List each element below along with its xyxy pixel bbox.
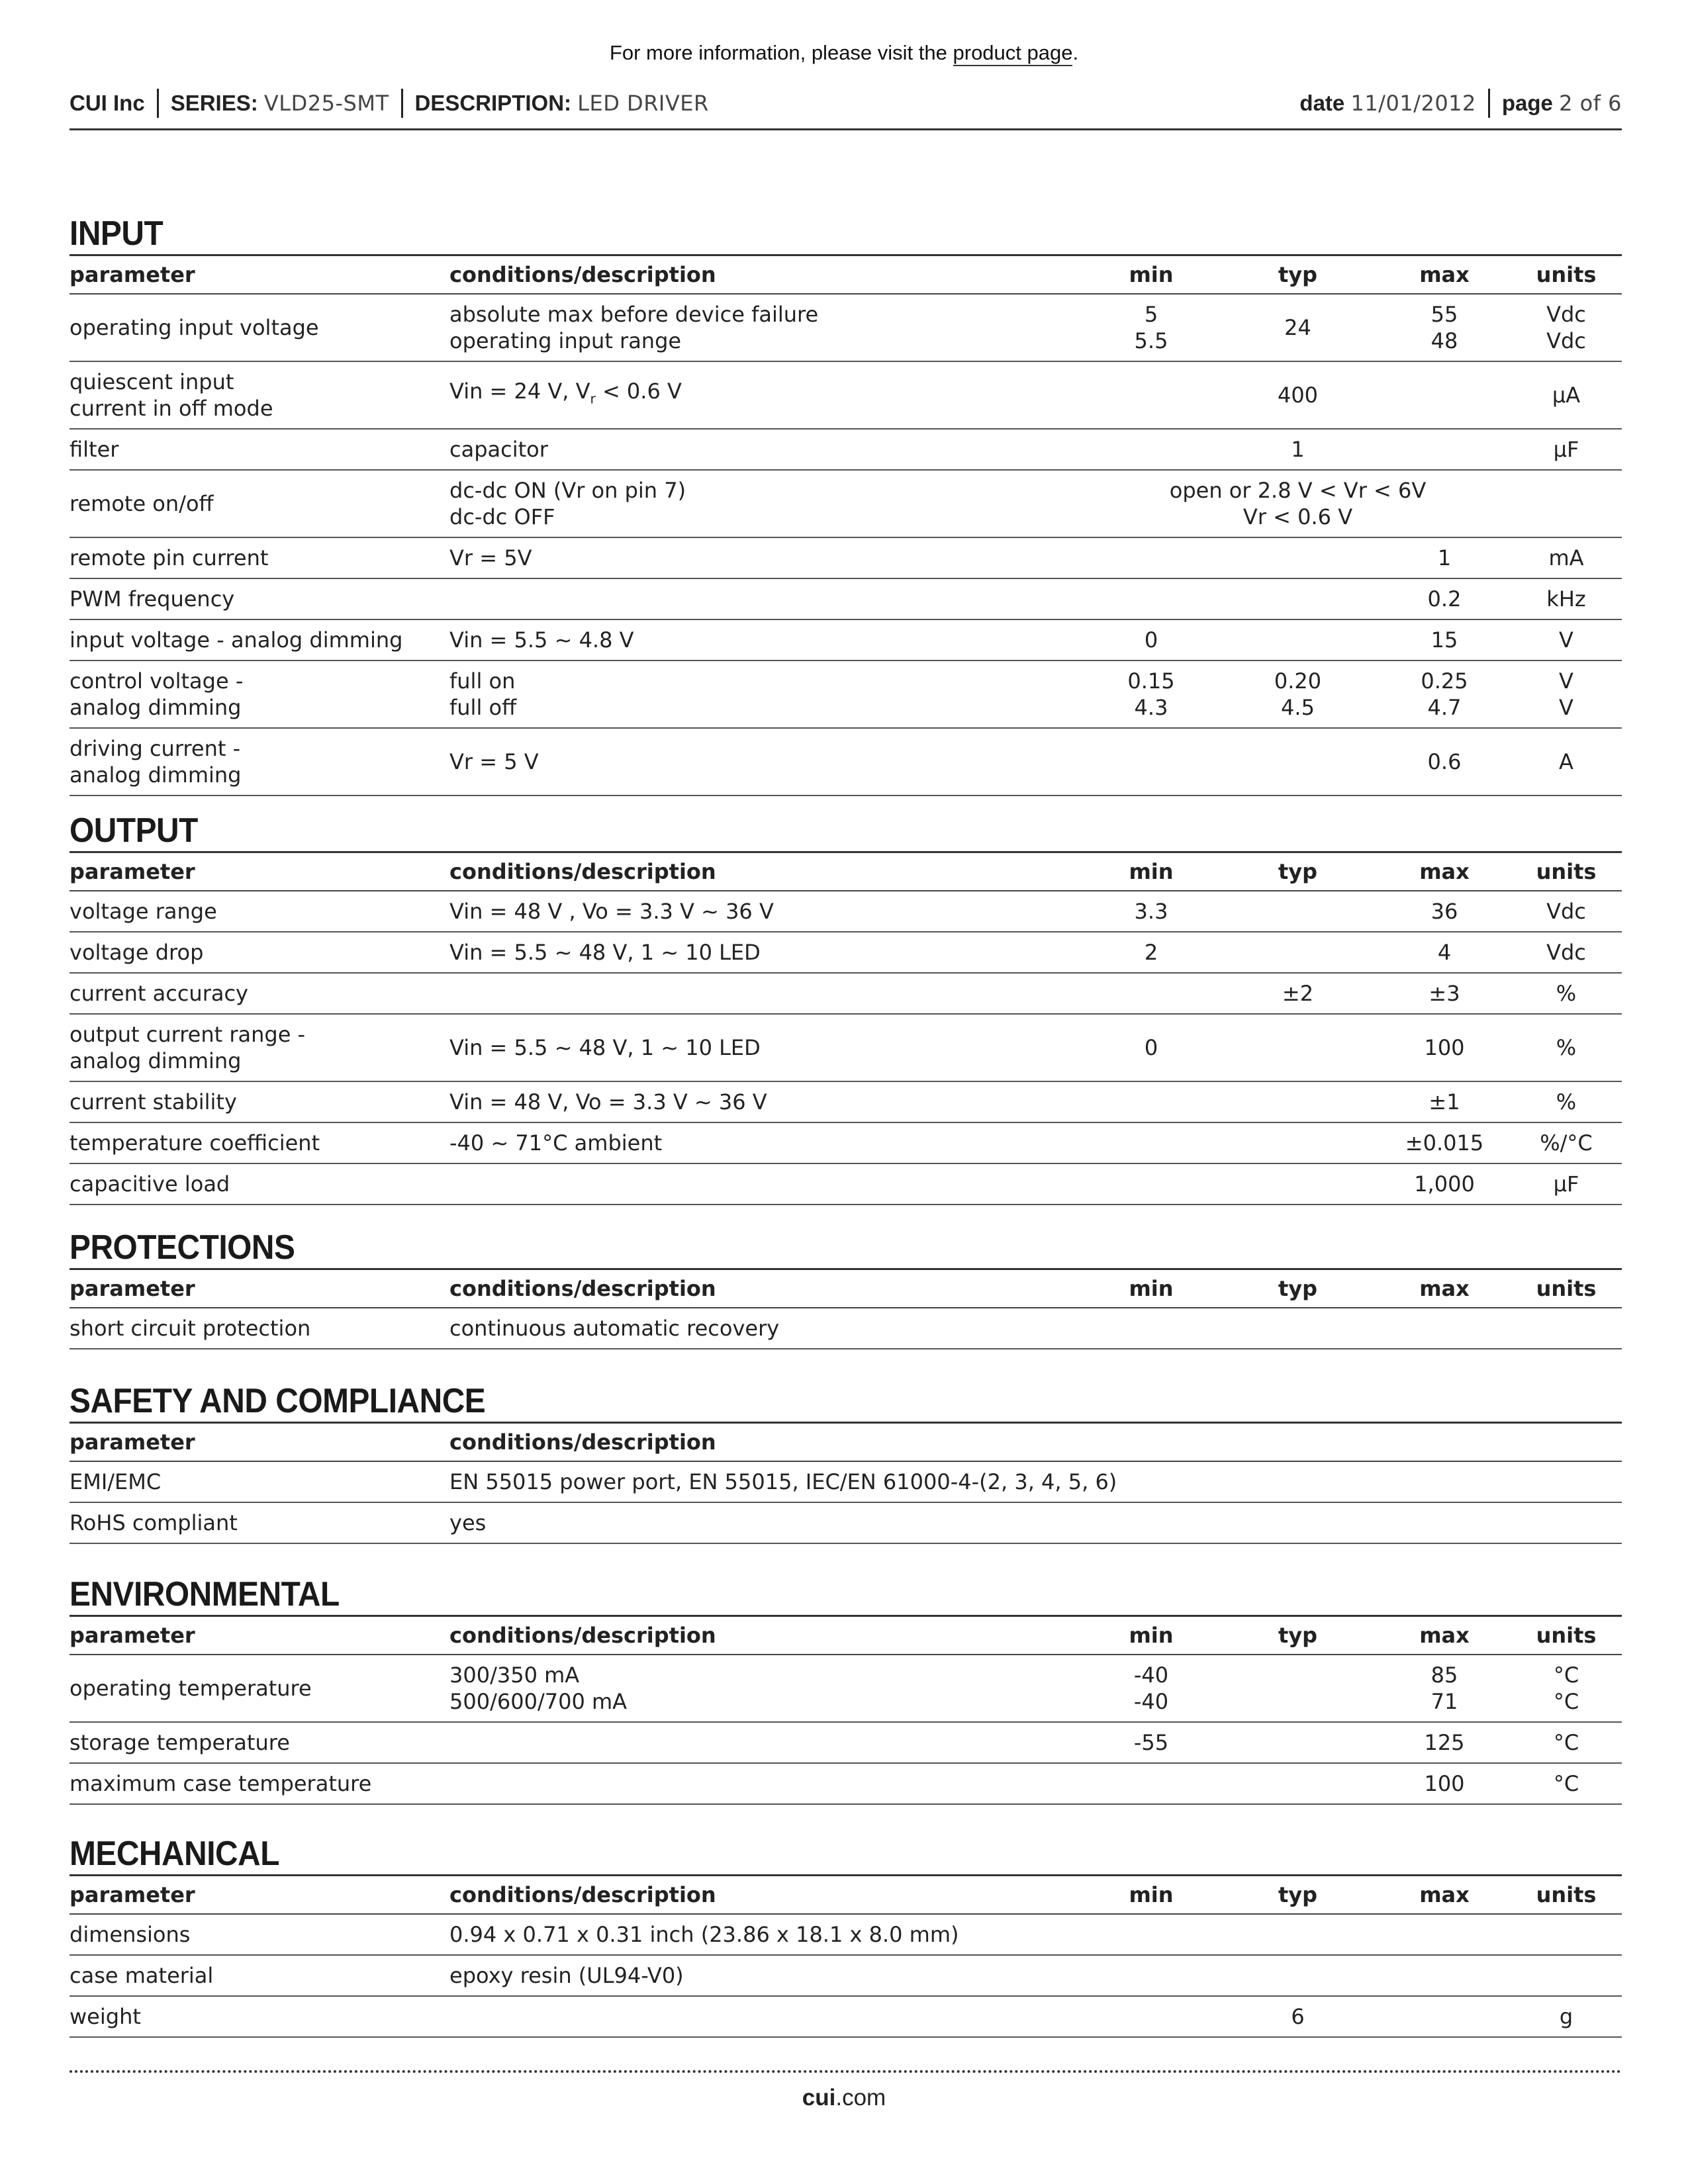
table-header-row xyxy=(70,852,1622,891)
min-cell xyxy=(1085,429,1217,470)
environmental-section xyxy=(70,1574,1622,1805)
cond-cell: epoxy resin (UL94-V0) xyxy=(449,1955,1085,1996)
col-min: min xyxy=(1085,255,1217,295)
table-row xyxy=(70,294,1622,361)
input-section xyxy=(70,213,1622,796)
typ-cell: 24 xyxy=(1217,294,1378,361)
table-row xyxy=(70,1722,1622,1763)
table-header-row xyxy=(70,1876,1622,1915)
typ-cell xyxy=(1217,537,1378,578)
param-cell: operating temperature xyxy=(70,1655,449,1722)
units-cell xyxy=(1511,1914,1622,1955)
col-min: min xyxy=(1085,1616,1217,1655)
min-cell: 0.15 4.3 xyxy=(1085,660,1217,728)
footer-divider xyxy=(70,2070,1622,2073)
cond-cell: dc-dc ON (Vr on pin 7) dc-dc OFF xyxy=(449,470,1085,537)
col-conditions: conditions/description xyxy=(449,1876,1085,1915)
param-cell: input voltage - analog dimming xyxy=(70,619,449,660)
min-cell: 0 xyxy=(1085,619,1217,660)
col-max: max xyxy=(1378,1616,1511,1655)
max-cell xyxy=(1378,1914,1511,1955)
mechanical-section xyxy=(70,1833,1622,2038)
param-cell: quiescent input current in off mode xyxy=(70,361,449,429)
min-cell xyxy=(1085,1081,1217,1122)
note-prefix: For more information, please visit the xyxy=(609,41,953,64)
footer-website[interactable] xyxy=(0,2085,1688,2111)
max-cell xyxy=(1378,361,1511,429)
col-units: units xyxy=(1511,852,1622,891)
section-title: SAFETY AND COMPLIANCE xyxy=(70,1382,486,1420)
param-cell: RoHS compliant xyxy=(70,1502,449,1543)
product-page-link[interactable]: product page xyxy=(953,41,1073,66)
min-cell xyxy=(1085,1122,1217,1163)
units-cell: μA xyxy=(1511,361,1622,429)
page-label: page xyxy=(1501,91,1553,115)
col-max: max xyxy=(1378,852,1511,891)
min-cell xyxy=(1085,1308,1217,1349)
series-label: SERIES: xyxy=(170,91,258,115)
min-cell xyxy=(1085,578,1217,619)
min-cell xyxy=(1085,1955,1217,1996)
table-row xyxy=(70,1655,1622,1722)
units-cell: °C °C xyxy=(1511,1655,1622,1722)
col-units: units xyxy=(1511,255,1622,295)
col-conditions: conditions/description xyxy=(449,1423,1622,1462)
min-cell xyxy=(1085,728,1217,796)
cond-cell: -40 ~ 71°C ambient xyxy=(449,1122,1085,1163)
typ-cell xyxy=(1217,1081,1378,1122)
section-title: OUTPUT xyxy=(70,811,198,850)
cond-cell xyxy=(449,1163,1085,1205)
safety-section xyxy=(70,1381,1622,1544)
table-row xyxy=(70,361,1622,429)
table-row xyxy=(70,429,1622,470)
output-table xyxy=(70,851,1622,1205)
param-cell: current accuracy xyxy=(70,973,449,1014)
max-cell: ±3 xyxy=(1378,973,1511,1014)
param-cell: voltage range xyxy=(70,891,449,932)
units-cell: % xyxy=(1511,1081,1622,1122)
typ-cell xyxy=(1217,1163,1378,1205)
cond-cell xyxy=(449,1996,1085,2037)
min-cell xyxy=(1085,1163,1217,1205)
table-row xyxy=(70,619,1622,660)
table-row xyxy=(70,1014,1622,1081)
col-typ: typ xyxy=(1217,852,1378,891)
col-units: units xyxy=(1511,1876,1622,1915)
header-divider xyxy=(401,89,403,118)
param-cell: output current range - analog dimming xyxy=(70,1014,449,1081)
max-cell xyxy=(1378,1996,1511,2037)
cond-cell: Vin = 24 V, $V_r < 0.6$ V xyxy=(449,361,1085,429)
units-cell: Vdc xyxy=(1511,891,1622,932)
cond-cell: Vin = 5.5 ~ 48 V, 1 ~ 10 LED xyxy=(449,932,1085,973)
typ-cell xyxy=(1217,891,1378,932)
param-cell: remote on/off xyxy=(70,470,449,537)
param-cell: control voltage - analog dimming xyxy=(70,660,449,728)
company-name: CUI Inc xyxy=(70,91,145,115)
col-parameter: parameter xyxy=(70,255,449,295)
table-row xyxy=(70,1763,1622,1804)
table-row xyxy=(70,537,1622,578)
typ-cell: 0.20 4.5 xyxy=(1217,660,1378,728)
cond-cell: continuous automatic recovery xyxy=(449,1308,1085,1349)
units-cell xyxy=(1511,1955,1622,1996)
units-cell: μF xyxy=(1511,1163,1622,1205)
max-cell: 15 xyxy=(1378,619,1511,660)
cond-cell: full on full off xyxy=(449,660,1085,728)
units-cell: % xyxy=(1511,973,1622,1014)
min-cell: 0 xyxy=(1085,1014,1217,1081)
note-suffix: . xyxy=(1072,41,1079,64)
col-units: units xyxy=(1511,1269,1622,1308)
footer-domain: .com xyxy=(835,2085,886,2111)
units-cell: °C xyxy=(1511,1763,1622,1804)
max-cell: 1 xyxy=(1378,537,1511,578)
cond-cell xyxy=(449,578,1085,619)
typ-cell xyxy=(1217,1122,1378,1163)
min-cell xyxy=(1085,361,1217,429)
max-cell: 55 48 xyxy=(1378,294,1511,361)
table-row xyxy=(70,1461,1622,1502)
description-value: LED DRIVER xyxy=(577,91,709,116)
min-cell xyxy=(1085,1763,1217,1804)
max-cell: 1,000 xyxy=(1378,1163,1511,1205)
min-cell: 5 5.5 xyxy=(1085,294,1217,361)
cond-cell: Vr = 5V xyxy=(449,537,1085,578)
typ-cell xyxy=(1217,1763,1378,1804)
param-cell: PWM frequency xyxy=(70,578,449,619)
output-section xyxy=(70,810,1622,1205)
cond-cell: yes xyxy=(449,1502,1622,1543)
table-header-row xyxy=(70,1269,1622,1308)
table-row xyxy=(70,932,1622,973)
min-cell xyxy=(1085,1996,1217,2037)
min-cell: -55 xyxy=(1085,1722,1217,1763)
param-cell: weight xyxy=(70,1996,449,2037)
typ-cell xyxy=(1217,619,1378,660)
date-label: date xyxy=(1299,91,1345,115)
col-typ: typ xyxy=(1217,1616,1378,1655)
param-cell: remote pin current xyxy=(70,537,449,578)
table-row xyxy=(70,973,1622,1014)
col-typ: typ xyxy=(1217,1269,1378,1308)
param-cell: temperature coefficient xyxy=(70,1122,449,1163)
max-cell: 36 xyxy=(1378,891,1511,932)
col-conditions: conditions/description xyxy=(449,852,1085,891)
max-cell: 100 xyxy=(1378,1763,1511,1804)
units-cell: mA xyxy=(1511,537,1622,578)
cond-cell: Vr = 5 V xyxy=(449,728,1085,796)
units-cell xyxy=(1511,470,1622,537)
safety-table xyxy=(70,1422,1622,1544)
typ-cell xyxy=(1217,728,1378,796)
units-cell: g xyxy=(1511,1996,1622,2037)
min-cell: -40 -40 xyxy=(1085,1655,1217,1722)
table-row xyxy=(70,470,1622,537)
typ-cell xyxy=(1217,1308,1378,1349)
param-cell: capacitive load xyxy=(70,1163,449,1205)
input-table xyxy=(70,254,1622,796)
table-row xyxy=(70,1914,1622,1955)
max-cell: 4 xyxy=(1378,932,1511,973)
table-row xyxy=(70,660,1622,728)
typ-cell: ±2 xyxy=(1217,973,1378,1014)
param-cell: voltage drop xyxy=(70,932,449,973)
cond-cell xyxy=(449,1722,1085,1763)
cond-cell: Vin = 48 V , Vo = 3.3 V ~ 36 V xyxy=(449,891,1085,932)
section-title: ENVIRONMENTAL xyxy=(70,1575,340,1614)
environmental-table xyxy=(70,1615,1622,1805)
param-cell: current stability xyxy=(70,1081,449,1122)
col-typ: typ xyxy=(1217,255,1378,295)
table-row xyxy=(70,1308,1622,1349)
protections-section xyxy=(70,1227,1622,1349)
typ-cell xyxy=(1217,1655,1378,1722)
product-page-note xyxy=(0,41,1688,65)
param-cell: short circuit protection xyxy=(70,1308,449,1349)
typ-cell xyxy=(1217,1014,1378,1081)
min-cell xyxy=(1085,537,1217,578)
col-min: min xyxy=(1085,852,1217,891)
units-cell: V xyxy=(1511,619,1622,660)
col-typ: typ xyxy=(1217,1876,1378,1915)
table-row xyxy=(70,1081,1622,1122)
table-row xyxy=(70,728,1622,796)
units-cell: Vdc Vdc xyxy=(1511,294,1622,361)
col-min: min xyxy=(1085,1876,1217,1915)
max-cell: ±0.015 xyxy=(1378,1122,1511,1163)
max-cell xyxy=(1378,429,1511,470)
table-row xyxy=(70,1502,1622,1543)
description-label: DESCRIPTION: xyxy=(414,91,572,115)
max-cell: 0.25 4.7 xyxy=(1378,660,1511,728)
param-cell: maximum case temperature xyxy=(70,1763,449,1804)
max-cell xyxy=(1378,1955,1511,1996)
typ-cell xyxy=(1217,578,1378,619)
col-parameter: parameter xyxy=(70,1423,449,1462)
cond-cell: 300/350 mA 500/600/700 mA xyxy=(449,1655,1085,1722)
section-title: MECHANICAL xyxy=(70,1835,279,1873)
cond-cell: EN 55015 power port, EN 55015, IEC/EN 61000-4-(2, 3, 4, 5, 6) xyxy=(449,1461,1622,1502)
col-max: max xyxy=(1378,255,1511,295)
table-header-row xyxy=(70,255,1622,295)
min-cell xyxy=(1085,973,1217,1014)
series-value: VLD25-SMT xyxy=(263,91,389,116)
col-parameter: parameter xyxy=(70,1616,449,1655)
param-cell: storage temperature xyxy=(70,1722,449,1763)
param-cell: EMI/EMC xyxy=(70,1461,449,1502)
units-cell: % xyxy=(1511,1014,1622,1081)
param-cell: case material xyxy=(70,1955,449,1996)
cond-cell: absolute max before device failure operating input range xyxy=(449,294,1085,361)
table-row xyxy=(70,1996,1622,2037)
mechanical-table xyxy=(70,1874,1622,2038)
document-header xyxy=(70,87,1622,130)
max-cell xyxy=(1378,1308,1511,1349)
page-value: 2 of 6 xyxy=(1559,91,1622,116)
typ-cell: 1 xyxy=(1217,429,1378,470)
param-cell: dimensions xyxy=(70,1914,449,1955)
col-parameter: parameter xyxy=(70,1269,449,1308)
col-max: max xyxy=(1378,1269,1511,1308)
min-cell: 2 xyxy=(1085,932,1217,973)
cond-cell xyxy=(449,1763,1085,1804)
typ-cell xyxy=(1217,932,1378,973)
units-cell: °C xyxy=(1511,1722,1622,1763)
units-cell: Vdc xyxy=(1511,932,1622,973)
units-cell: V V xyxy=(1511,660,1622,728)
max-cell: 0.2 xyxy=(1378,578,1511,619)
col-parameter: parameter xyxy=(70,852,449,891)
footer-brand: cui xyxy=(802,2085,836,2111)
cond-cell: 0.94 x 0.71 x 0.31 inch (23.86 x 18.1 x 8.0 mm) xyxy=(449,1914,1378,1955)
units-cell: kHz xyxy=(1511,578,1622,619)
param-cell: operating input voltage xyxy=(70,294,449,361)
max-cell: 125 xyxy=(1378,1722,1511,1763)
max-cell: 100 xyxy=(1378,1014,1511,1081)
typ-cell: 6 xyxy=(1217,1996,1378,2037)
max-cell: 0.6 xyxy=(1378,728,1511,796)
units-cell: μF xyxy=(1511,429,1622,470)
date-value: 11/01/2012 xyxy=(1350,91,1476,116)
units-cell xyxy=(1511,1308,1622,1349)
section-title: INPUT xyxy=(70,214,164,253)
cond-cell: Vin = 48 V, Vo = 3.3 V ~ 36 V xyxy=(449,1081,1085,1122)
table-row xyxy=(70,1955,1622,1996)
col-max: max xyxy=(1378,1876,1511,1915)
max-cell: 85 71 xyxy=(1378,1655,1511,1722)
cond-cell: Vin = 5.5 ~ 48 V, 1 ~ 10 LED xyxy=(449,1014,1085,1081)
col-parameter: parameter xyxy=(70,1876,449,1915)
header-divider xyxy=(157,89,159,118)
table-row xyxy=(70,578,1622,619)
table-header-row xyxy=(70,1423,1622,1462)
col-conditions: conditions/description xyxy=(449,1616,1085,1655)
range-cell: open or 2.8 V < Vr < 6V Vr < 0.6 V xyxy=(1085,470,1511,537)
max-cell: ±1 xyxy=(1378,1081,1511,1122)
protections-table xyxy=(70,1268,1622,1349)
units-cell: A xyxy=(1511,728,1622,796)
col-units: units xyxy=(1511,1616,1622,1655)
section-title: PROTECTIONS xyxy=(70,1228,295,1267)
table-row xyxy=(70,1163,1622,1205)
header-divider xyxy=(1488,89,1490,118)
typ-cell: 400 xyxy=(1217,361,1378,429)
min-cell: 3.3 xyxy=(1085,891,1217,932)
param-cell: filter xyxy=(70,429,449,470)
typ-cell xyxy=(1217,1955,1378,1996)
table-header-row xyxy=(70,1616,1622,1655)
col-conditions: conditions/description xyxy=(449,255,1085,295)
cond-cell: Vin = 5.5 ~ 4.8 V xyxy=(449,619,1085,660)
table-row xyxy=(70,1122,1622,1163)
cond-cell xyxy=(449,973,1085,1014)
typ-cell xyxy=(1217,1722,1378,1763)
col-conditions: conditions/description xyxy=(449,1269,1085,1308)
cond-cell: capacitor xyxy=(449,429,1085,470)
table-row xyxy=(70,891,1622,932)
col-min: min xyxy=(1085,1269,1217,1308)
param-cell: driving current - analog dimming xyxy=(70,728,449,796)
units-cell: %/°C xyxy=(1511,1122,1622,1163)
